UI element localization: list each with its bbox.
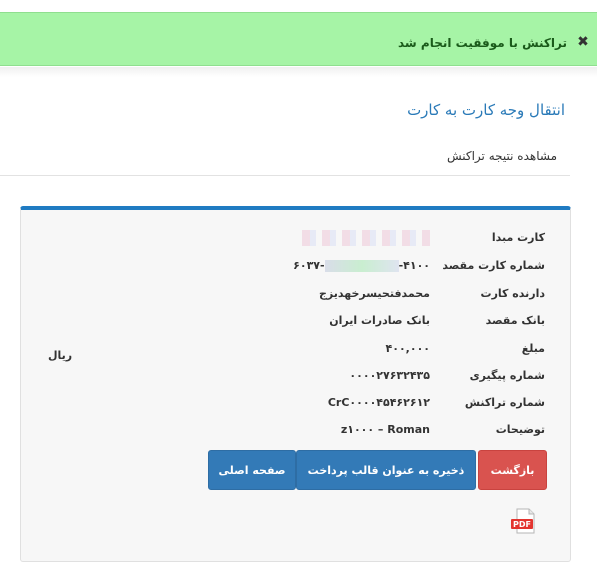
destination-card-prefix: ۶۰۳۷- [293, 259, 325, 272]
row-description [21, 420, 572, 440]
source-card-label: کارت مبدا [491, 231, 545, 244]
row-tracking-number [21, 366, 572, 386]
transaction-number-label: شماره تراکنش [464, 396, 545, 409]
row-destination-bank [21, 311, 572, 331]
description-label: توضیحات [495, 423, 545, 436]
card-holder-value: محمدفتحیسرخهدیزج [318, 287, 430, 300]
destination-card-suffix: -۴۱۰۰ [398, 259, 430, 272]
currency-label: ریال [48, 349, 73, 362]
destination-bank-value: بانک صادرات ایران [329, 314, 430, 327]
alert-message: تراکنش با موفقیت انجام شد [398, 36, 567, 50]
description-value: z۱۰۰۰ – Roman [340, 423, 430, 436]
pdf-label: PDF [513, 520, 531, 529]
row-destination-card [21, 256, 572, 276]
home-button[interactable]: صفحه اصلی [208, 450, 296, 490]
row-source-card [21, 228, 572, 248]
tracking-number-value: ۰۰۰۰۲۷۶۳۲۴۳۵ [349, 369, 430, 382]
destination-bank-label: بانک مقصد [485, 314, 545, 327]
row-amount [21, 339, 572, 359]
destination-card-label: شماره کارت مقصد [442, 259, 545, 272]
destination-card-redacted [325, 260, 399, 272]
amount-label: مبلغ [521, 342, 545, 355]
pdf-icon[interactable] [510, 508, 538, 534]
success-alert [0, 12, 597, 66]
receipt-card [20, 206, 571, 562]
transaction-number-value: CrC۰۰۰۰۴۵۴۶۲۶۱۲ [327, 396, 430, 409]
save-template-button[interactable]: ذخیره به عنوان قالب پرداخت [296, 450, 476, 490]
row-card-holder [21, 284, 572, 304]
header-shadow [0, 67, 597, 77]
destination-card-value [293, 256, 430, 276]
card-holder-label: دارنده کارت [480, 287, 545, 300]
page-title: انتقال وجه کارت به کارت [407, 101, 565, 119]
tracking-number-label: شماره پیگیری [469, 369, 545, 382]
amount-value: ۴۰۰,۰۰۰ [385, 342, 430, 355]
back-button[interactable]: بازگشت [478, 450, 547, 490]
divider [0, 175, 570, 176]
section-title: مشاهده نتیجه تراکنش [446, 149, 557, 163]
close-icon[interactable]: ✖ [577, 34, 589, 50]
source-card-value-redacted [302, 230, 430, 246]
row-transaction-number [21, 393, 572, 413]
